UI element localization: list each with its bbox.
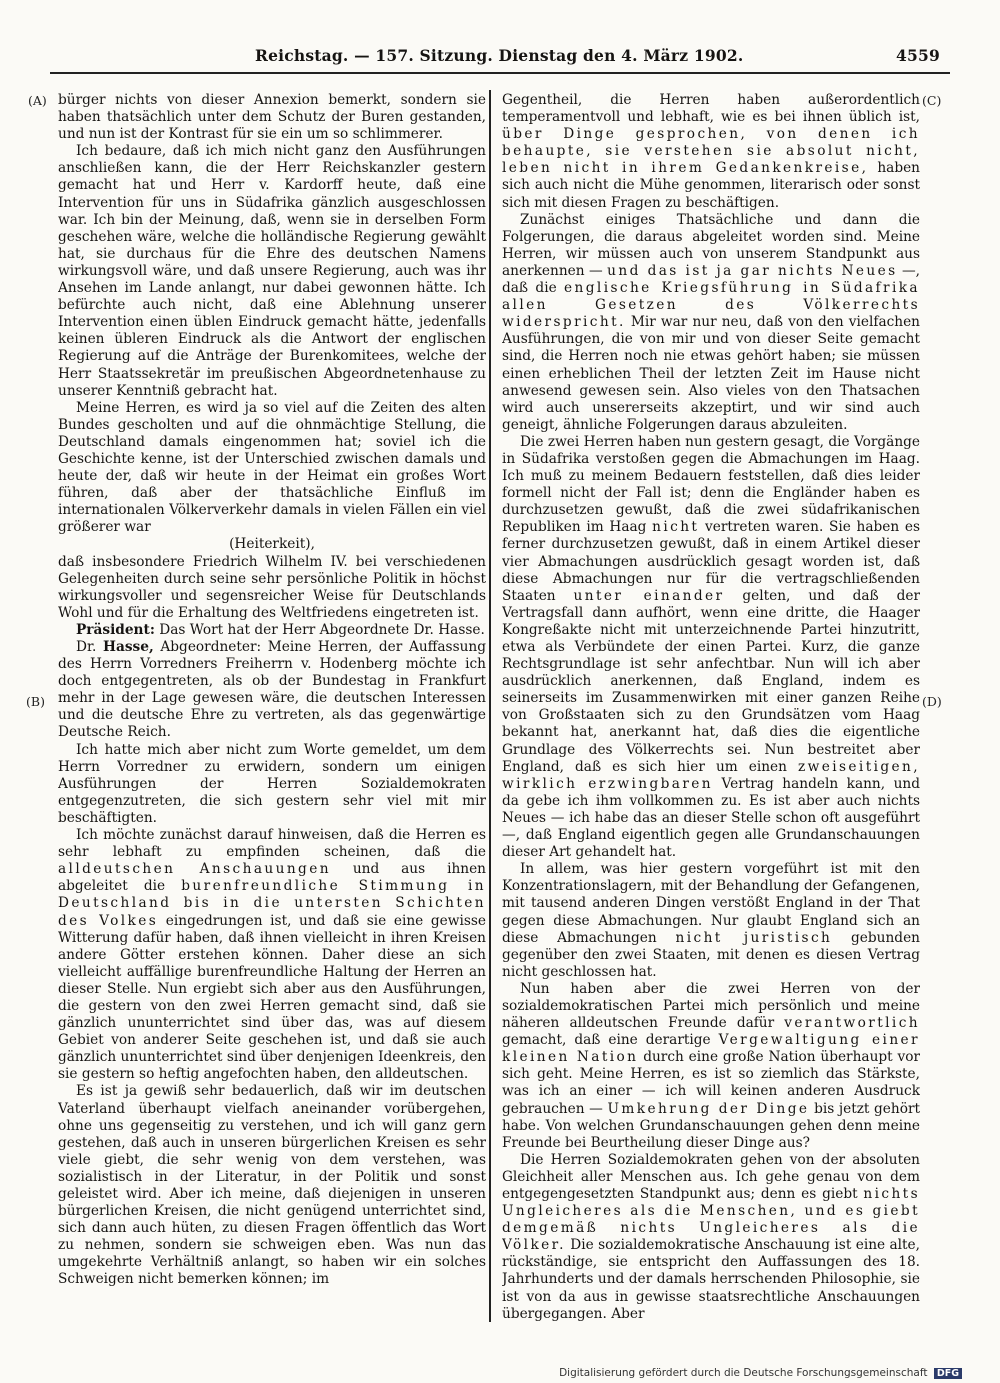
spaced-emphasis: Vergewaltigung einer kleinen Nation xyxy=(502,1032,920,1066)
text-run: In allem, was hier gestern vorgeführt ist mit den Konzentrationslagern, mit der Behandlung der Gefangenen, mit tausend anderen Dingen verstößt England in der That gegen diese Abmachungen. Nur glaubt England sich an diese Abmachungen xyxy=(502,861,920,946)
spaced-emphasis: Umkehrung der Dinge xyxy=(607,1100,810,1117)
margin-label-d: (D) xyxy=(922,694,942,709)
paragraph: Es ist ja gewiß sehr bedauerlich, daß wir im deutschen Vaterland überhaupt vielfach aneinander vorübergehen, ohne uns gegenseitig zu verstehen, und ich will ganz gern gestehen, daß auch in unseren bürgerlichen Kreisen es sehr viele giebt, die sehr wenig von dem verstehen, was sozialistisch in der Literatur, in der Politik und sonst geleistet wird. Aber ich meine, daß diejenigen in unseren bürgerlichen Kreisen, die nicht genügend unterrichtet sind, sich dann auch hüten, zu diesen Fragen öffentlich das Wort zu nehmen, sondern sie schweigen eben. Was nun das umgekehrte Verhältniß anlangt, so haben wir ein solches Schweigen nicht bemerken können; im xyxy=(58,1083,486,1288)
text-run: Die zwei Herren haben nun gestern gesagt, die Vorgänge in Südafrika verstoßen gegen die Abmachungen im Haag. Ich muß zu meinem Bedauern feststellen, daß dies leider formell nicht der Fall ist; denn die Engländer haben es durchzusetzen gewußt, daß die zwei südafrikanischen Republiken im Haag xyxy=(502,433,920,536)
text-run: eingedrungen ist, und daß sie eine gewisse Witterung dafür haben, daß ihnen vielleicht in ihren Kreisen andere Götter erstehen können. Daher diese an sich vielleicht auffällige burenfreundliche Haltung der Herren an dieser Stelle. Nun ergiebt sich aber aus den Ausführungen, die gestern von den zwei Herren gemacht sind, daß sie gänzlich ununterrichtet sind über das, was auf diesem Gebiet von anderer Seite geschehen ist, und daß sie auch gänzlich ununterrichtet sind über denjenigen Ideenkreis, den sie gestern so heftig angefochten haben, den alldeutschen. xyxy=(58,912,486,1083)
paragraph xyxy=(502,92,920,212)
paragraph: bürger nichts von dieser Annexion bemerkt, sondern sie haben thatsächlich unter dem Schutz der Buren gestanden, und nun ist der Kontrast für sie ein um so schlimmerer. xyxy=(58,92,486,143)
text-run: durch eine große Nation überhaupt vor sich geht. Meine Herren, es ist so ziemlich das Stärkste, was ich an einer — ich will keinen anderen Ausdruck gebrauchen — xyxy=(502,1049,920,1117)
text-run: bis jetzt gehört habe. Von welchen Grundanschauungen gehen denn meine Freunde bei Beurtheilung dieser Dinge aus? xyxy=(502,1100,920,1151)
footer-credit xyxy=(559,1367,962,1379)
speaker-title: Dr. xyxy=(76,639,97,655)
spaced-emphasis: nicht juristisch xyxy=(675,929,833,946)
paragraph: Ich hatte mich aber nicht zum Worte gemeldet, um dem Herrn Vorredner zu erwidern, sondern um einigen Ausführungen der Herren Sozialdemokraten entgegenzutreten, die sich gestern sehr viel mit mir beschäftigten. xyxy=(58,741,486,826)
dfg-logo: DFG xyxy=(934,1368,962,1379)
text-run: Zunächst einiges Thatsächliche und dann die Folgerungen, die daraus abgeleitet worden sind. Meine Herren, wir müssen auch von unserem Standpunkt aus anerkennen — xyxy=(502,211,920,279)
text-run: haben sich auch nicht die Mühe genommen, literarisch oder sonst sich mit diesen Fragen zu beschäftigen. xyxy=(502,160,920,211)
paragraph: Ich bedaure, daß ich mich nicht ganz den Ausführungen anschließen kann, die der Herr Reichskanzler gestern gemacht hat und Herr v. Kardorff heute, daß eine Intervention für uns in Südafrika gänzlich ausgeschlossen war. Ich bin der Meinung, daß, wenn sie in derselben Form geschehen wäre, welche die holländische Regierung gewählt hat, sie durchaus für die Ehre des deutschen Namens wirkungsvoll wäre, und daß unsere Regierung, auch was ihr Ansehen im Lande anlangt, nur dabei gewonnen hätte. Ich befürchte auch nicht, daß eine Ablehnung unserer Intervention einen üblen Eindruck gemacht hätte, jedenfalls keinen übleren Eindruck als die Antwort der englischen Regierung auf die Anträge der Burenkomitees, welche der Herr Staatssekretär im preußischen Abgeordnetenhause zu unserer Kenntniß gebracht hat. xyxy=(58,143,486,399)
text-run: gebunden gegenüber den zwei Staaten, mit denen es diesen Vertrag nicht geschlossen hat. xyxy=(502,929,920,980)
speaker-text: Abgeordneter: Meine Herren, der Auffassung des Herrn Vorredners Freiherrn v. Hodenberg möchte ich doch entgegentreten, als ob der Bundestag in Frankfurt mehr in der Lage gewesen wäre, die deutschen Interessen und die deutsche Ehre zu vertreten, als das gegenwärtige Deutsche Reich. xyxy=(58,639,486,741)
header-rule xyxy=(50,72,950,74)
page-number: 4559 xyxy=(896,46,940,65)
spaced-emphasis: nichts Ungleicheres als die Menschen, und es giebt demgemäß nichts Ungleicheres als die Völker. xyxy=(502,1186,920,1254)
footer-text: Digitalisierung gefördert durch die Deutsche Forschungsgemeinschaft xyxy=(559,1367,928,1379)
spaced-emphasis: über Dinge gesprochen, von denen ich behaupte, sie verstehen sie absolut nicht, leben nicht in ihrem Gedankenkreise, xyxy=(502,126,920,177)
text-run: und aus ihnen abgeleitet die xyxy=(58,861,486,895)
paragraph xyxy=(502,434,920,861)
right-column xyxy=(502,92,920,1324)
speaker-name: Hasse, xyxy=(103,639,154,655)
text-run: Gegentheil, die Herren haben außerordentlich temperamentvoll und lebhaft, wie es bei ihnen üblich ist, xyxy=(502,92,920,126)
spaced-emphasis: zweiseitigen, wirklich erzwingbaren xyxy=(502,758,920,792)
margin-label-c: (C) xyxy=(922,93,942,108)
spaced-emphasis: burenfreundliche Stimmung in Deutschland bis in die untersten Schichten des Volkes xyxy=(58,878,486,929)
speaker-paragraph xyxy=(58,639,486,742)
paragraph xyxy=(502,981,920,1152)
spaced-emphasis: verantwortlich xyxy=(784,1015,920,1032)
spaced-emphasis: englische Kriegsführung in Südafrika allen Gesetzen des Völkerrechts widerspricht. xyxy=(502,280,920,331)
left-column xyxy=(58,92,486,1324)
speaker-text: Das Wort hat der Herr Abgeordnete Dr. Hasse. xyxy=(159,621,485,638)
text-run: Nun haben aber die zwei Herren von der sozialdemokratischen Partei mich persönlich und meine näheren alldeutschen Freunde dafür xyxy=(502,980,920,1032)
header-title: Reichstag. — 157. Sitzung. Dienstag den 4. März 1902. xyxy=(255,46,744,65)
spaced-emphasis: und das ist ja gar nichts Neues xyxy=(607,262,898,279)
text-run: Vertrag handeln kann, und da gebe ich ihm vollkommen zu. Es ist aber auch nichts Neues — ich habe das an dieser Stelle schon oft ausgeführt —, daß England eigentlich gegen alle Grundanschauungen dieser Art gehandelt hat. xyxy=(502,775,920,861)
paragraph: daß insbesondere Friedrich Wilhelm IV. bei verschiedenen Gelegenheiten durch seine sehr persönliche Politik in höchst wirkungsvoller und segensreicher Weise für Deutschlands Wohl und für die Erhaltung des Weltfriedens eingetreten ist. xyxy=(58,553,486,621)
text-run: —, daß die xyxy=(502,262,920,297)
paragraph xyxy=(502,861,920,981)
page-header xyxy=(0,46,1000,72)
speaker-label: Präsident: xyxy=(76,621,155,638)
margin-label-a: (A) xyxy=(28,93,47,108)
paragraph: Meine Herren, es wird ja so viel auf die Zeiten des alten Bundes gescholten und auf die ohnmächtige Stellung, die Deutschland damals eingenommen hat; soviel ich die Geschichte kenne, ist der Unterschied zwischen damals und heute der, daß wir heute in der Heimat ein großes Wort führen, daß aber der thatsächliche Einfluß im internationalen Völkerverkehr damals in vielen Fällen ein viel größerer war xyxy=(58,399,486,536)
paragraph xyxy=(502,1152,920,1323)
spaced-emphasis: unter einander xyxy=(573,587,725,604)
text-run: vertreten waren. Sie haben es ferner durchzusetzen gewußt, daß in einem Artikel dieser vier Abmachungen ausdrücklich gesagt worden ist, daß diese Abmachungen nur für die vertragschließenden Staaten xyxy=(502,519,920,604)
text-run: Die sozialdemokratische Anschauung ist eine alte, rückständige, sie entspricht den Auffassungen des 18. Jahrhunderts und der damals herrschenden Philosophie, sie ist von da aus in gewisse staatsrechtliche Anschauungen übergegangen. Aber xyxy=(502,1237,920,1322)
text-run: gelten, und daß der Vertragsfall dann aufhört, wenn eine dritte, die Haager Kongreßakte nicht mit unterzeichnende Partei hinzutritt, etwa als Verbündete der einen Partei. Kurz, die ganze Rechtsgrundlage ist sehr anfechtbar. Nun will ich aber ausdrücklich anerkennen, daß England, indem es seinerseits im Zusammenwirken mit einer ganzen Reihe von Großstaaten sich zu den Grundsätzen vom Haag bekannt hat, anerkannt hat, daß dies die eigentliche Grundlage des Völkerrechts sei. Nun bestreitet aber England, daß es sich hier um einen xyxy=(502,587,920,775)
speaker-paragraph xyxy=(58,622,486,639)
text-run: Die Herren Sozialdemokraten gehen von der absoluten Gleichheit aller Menschen aus. Ich gehe genau von dem entgegengesetzten Standpunkt aus; denn es giebt xyxy=(502,1151,920,1202)
text-run: Mir war nur neu, daß von den vielfachen Ausführungen, die von mir und von dieser Seite gemacht sind, die Herren noch nie etwas gehört haben; sie müssen einen erheblichen Theil der letzten Zeit im Hause nicht anwesend gewesen sein. Also vieles von den Thatsachen wird auch unsererseits akzeptirt, und wir sind auch geneigt, ähnliche Folgerungen daraus abzuleiten. xyxy=(502,314,920,433)
spaced-emphasis: alldeutschen Anschauungen xyxy=(58,861,331,878)
spaced-emphasis: nicht xyxy=(652,519,700,536)
text-run: gemacht, daß eine derartige xyxy=(502,1032,711,1049)
margin-label-b: (B) xyxy=(26,694,45,709)
text-run: Ich möchte zunächst darauf hinweisen, daß die Herren es sehr lebhaft zu empfinden scheinen, daß die xyxy=(58,827,486,861)
paragraph xyxy=(502,212,920,434)
interjection: (Heiterkeit), xyxy=(229,536,315,553)
column-divider xyxy=(489,90,491,1322)
paragraph xyxy=(58,827,486,1083)
